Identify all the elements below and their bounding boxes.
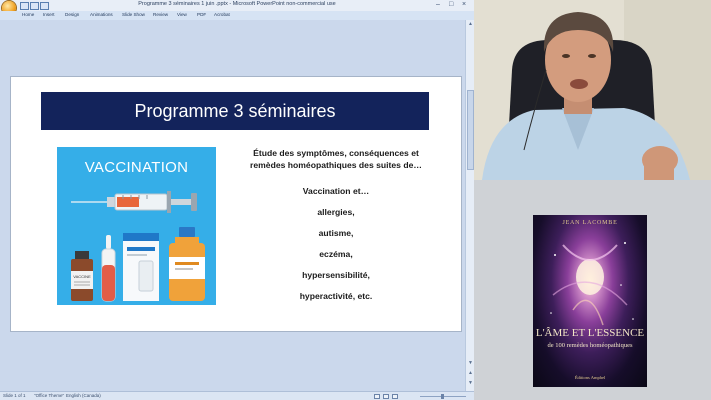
- text-line: hyperactivité, etc.: [299, 291, 373, 301]
- webcam-feed: [474, 0, 711, 180]
- vertical-scrollbar[interactable]: [465, 20, 474, 391]
- brown-vial-icon: [71, 251, 93, 301]
- slide-show-view-icon[interactable]: [392, 394, 398, 399]
- book-cover: [533, 215, 647, 387]
- slide-text-block: [236, 146, 436, 301]
- text-line: allergies,: [317, 207, 355, 217]
- theme-name: "Office Theme": [34, 393, 65, 398]
- scroll-up-icon[interactable]: ▲: [468, 21, 473, 27]
- window-title: Programme 3 séminaires 1 juin .pptx - Microsoft PowerPoint non-commercial use: [138, 1, 336, 7]
- scroll-down-icon[interactable]: ▼: [468, 360, 473, 366]
- scroll-thumb[interactable]: [467, 90, 474, 170]
- slide-banner: [41, 92, 429, 130]
- slide-title: Programme 3 séminaires: [134, 101, 336, 121]
- book-publisher: Éditions Amphel: [574, 375, 606, 380]
- zoom-slider-knob[interactable]: [441, 394, 444, 399]
- tab-review[interactable]: Review: [153, 12, 169, 17]
- tab-home[interactable]: Home: [22, 12, 35, 17]
- tab-pdf[interactable]: PDF: [197, 12, 207, 17]
- vaccination-illustration: [57, 147, 216, 305]
- book-subtitle: de 100 remèdes homéopathiques: [547, 342, 633, 349]
- text-line: autisme,: [318, 228, 354, 238]
- tab-slide-show[interactable]: Slide Show: [122, 12, 145, 17]
- text-line: remèdes homéopathiques des suites de…: [250, 160, 422, 170]
- close-button[interactable]: ×: [462, 1, 467, 8]
- maximize-button[interactable]: □: [449, 1, 454, 8]
- book-title: L'ÂME ET L'ESSENCE: [535, 327, 645, 339]
- vial-label: VACCINE: [73, 274, 91, 279]
- tab-acrobat[interactable]: Acrobat: [214, 12, 230, 17]
- tab-design[interactable]: Design: [65, 12, 80, 17]
- syringe-icon: [71, 191, 197, 213]
- presenter-video: [474, 0, 711, 180]
- slide-sorter-view-icon[interactable]: [383, 394, 389, 399]
- medicine-bottle-icon: [169, 227, 205, 301]
- text-line: hypersensibilité,: [302, 270, 370, 280]
- vaccination-label: VACCINATION: [84, 159, 189, 176]
- slide-counter: Slide 1 of 1: [3, 393, 26, 398]
- text-line: Vaccination et…: [302, 186, 370, 196]
- text-line: Étude des symptômes, conséquences et: [253, 148, 419, 158]
- normal-view-icon[interactable]: [374, 394, 380, 399]
- book-cover-art: [533, 215, 647, 387]
- ampoule-icon: [102, 235, 115, 301]
- status-bar: [0, 391, 474, 400]
- medicine-box-icon: [123, 233, 159, 301]
- tab-view[interactable]: View: [177, 12, 187, 17]
- minimize-button[interactable]: –: [436, 1, 440, 8]
- text-line: eczéma,: [319, 249, 353, 259]
- tab-animations[interactable]: Animations: [90, 12, 113, 17]
- book-author: JEAN LACOMBE: [562, 220, 618, 226]
- language-label[interactable]: English (Canada): [66, 393, 101, 398]
- tab-insert[interactable]: Insert: [43, 12, 55, 17]
- previous-slide-icon[interactable]: ▲: [468, 370, 473, 376]
- next-slide-icon[interactable]: ▼: [468, 380, 473, 386]
